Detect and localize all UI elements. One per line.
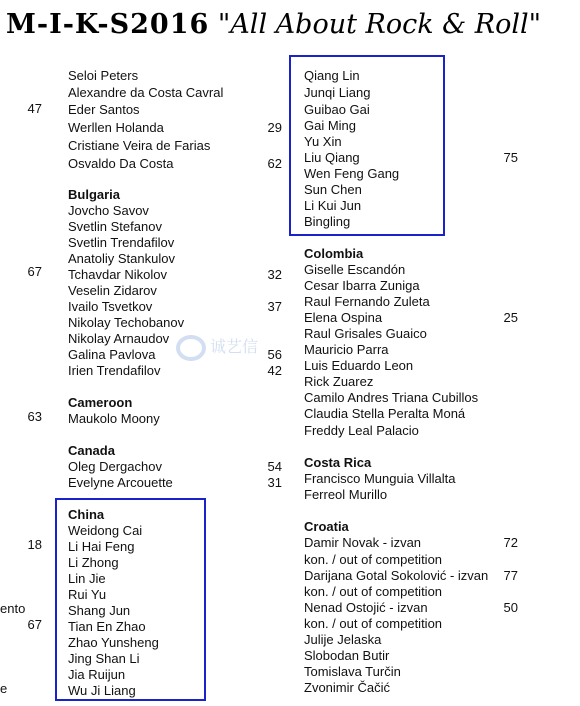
country-heading: Colombia [304, 246, 364, 261]
participant-name: Tian En Zhao [68, 619, 146, 634]
participant-name: Ferreol Murillo [304, 487, 388, 502]
participant-name: Osvaldo Da Costa [68, 156, 174, 171]
participant-name: Raul Fernando Zuleta [304, 294, 430, 309]
title-subtitle: "All About Rock & Roll" [217, 9, 542, 40]
side-number: 67 [27, 617, 42, 632]
participant-name: Gai Ming [304, 118, 357, 133]
participant-name: Galina Pavlova [68, 347, 156, 362]
participant-name: Tchavdar Nikolov [68, 267, 167, 282]
participant-name: Nikolay Techobanov [68, 315, 185, 330]
participant-name: Claudia Stella Peralta Moná [304, 406, 466, 421]
participant-name: Anatoliy Stankulov [68, 251, 175, 266]
participant-name: Jing Shan Li [68, 651, 140, 666]
participant-name: Alexandre da Costa Cavral [68, 85, 224, 100]
participant-name: Li Kui Jun [304, 198, 362, 213]
participant-name: Werllen Holanda [68, 120, 164, 135]
cut-off-text: e [0, 681, 8, 696]
participant-name: Julije Jelaska [304, 632, 382, 647]
participant-name: Freddy Leal Palacio [304, 423, 419, 438]
participant-name: Zhao Yunsheng [68, 635, 159, 650]
participant-score: 31 [267, 475, 282, 490]
participant-name: Qiang Lin [304, 68, 360, 83]
participant-name: Jovcho Savov [68, 203, 149, 218]
side-number: 47 [27, 101, 42, 116]
participant-name: Jia Ruijun [68, 667, 126, 682]
participant-name: Yu Xin [304, 134, 342, 149]
participant-name: Slobodan Butir [304, 648, 390, 663]
participant-name: Junqi Liang [304, 85, 371, 100]
participant-note: kon. / out of competition [304, 584, 443, 599]
watermark-text: 诚艺信 [210, 339, 259, 356]
participant-score: 32 [267, 267, 282, 282]
country-heading: Bulgaria [68, 187, 121, 202]
participant-name: Svetlin Stefanov [68, 219, 162, 234]
participant-name: Seloi Peters [68, 68, 139, 83]
participant-score: 29 [267, 120, 282, 135]
participant-name: Camilo Andres Triana Cubillos [304, 390, 479, 405]
section-score: 25 [503, 310, 518, 325]
participant-name: Irien Trendafilov [68, 363, 161, 378]
title-brand: M-I-K-S2016 [6, 9, 210, 40]
country-heading: Canada [68, 443, 115, 458]
participant-name: Shang Jun [68, 603, 131, 618]
participant-name: Weidong Cai [68, 523, 143, 538]
participant-name: Wu Ji Liang [68, 683, 136, 698]
participant-name: Darijana Gotal Sokolović - izvan [304, 568, 489, 583]
participant-name: Cesar Ibarra Zuniga [304, 278, 420, 293]
country-heading: Costa Rica [304, 455, 372, 470]
participant-name: Oleg Dergachov [68, 459, 162, 474]
participant-name: Svetlin Trendafilov [68, 235, 175, 250]
participant-score: 50 [503, 600, 518, 615]
watermark-logo-icon [176, 335, 206, 361]
participant-name: Ivailo Tsvetkov [68, 299, 153, 314]
participant-name: Eder Santos [68, 102, 140, 117]
participant-name: Lin Jie [68, 571, 106, 586]
participant-name: Guibao Gai [304, 102, 370, 117]
participant-score: 54 [267, 459, 282, 474]
country-heading: Cameroon [68, 395, 133, 410]
participant-score: 62 [267, 156, 282, 171]
participant-name: Giselle Escandón [304, 262, 406, 277]
cut-off-text: ento [0, 601, 26, 616]
participant-name: Li Hai Feng [68, 539, 135, 554]
participant-name: Veselin Zidarov [68, 283, 157, 298]
participant-name: Rui Yu [68, 587, 107, 602]
side-number: 67 [27, 264, 42, 279]
participant-name: Tomislava Turčin [304, 664, 401, 679]
participant-name: Zvonimir Čačić [304, 680, 390, 695]
country-heading: Croatia [304, 519, 349, 534]
participant-score: 77 [503, 568, 518, 583]
participant-name: Liu Qiang [304, 150, 360, 165]
participant-name: Nikolay Arnaudov [68, 331, 170, 346]
participant-name: Maukolo Moony [68, 411, 160, 426]
participant-score: 37 [267, 299, 282, 314]
section-score: 75 [503, 150, 518, 165]
participant-name: Mauricio Parra [304, 342, 389, 357]
watermark [176, 334, 258, 361]
participant-name: Li Zhong [68, 555, 119, 570]
participant-name: Luis Eduardo Leon [304, 358, 414, 373]
participant-note: kon. / out of competition [304, 616, 443, 631]
participant-name: Elena Ospina [304, 310, 383, 325]
side-number: 18 [27, 537, 42, 552]
participant-name: Cristiane Veira de Farias [68, 138, 211, 153]
participant-score: 42 [267, 363, 282, 378]
participant-score: 72 [503, 535, 518, 550]
country-heading: China [68, 507, 105, 522]
participant-name: Damir Novak - izvan [304, 535, 422, 550]
participant-name: Sun Chen [304, 182, 362, 197]
participant-score: 56 [267, 347, 282, 362]
participant-name: Nenad Ostojić - izvan [304, 600, 428, 615]
participant-name: Rick Zuarez [304, 374, 374, 389]
side-number: 63 [27, 409, 42, 424]
page-title [6, 8, 541, 42]
participant-note: kon. / out of competition [304, 552, 443, 567]
participant-name: Evelyne Arcouette [68, 475, 173, 490]
participant-name: Raul Grisales Guaico [304, 326, 427, 341]
participant-name: Bingling [304, 214, 351, 229]
participant-name: Francisco Munguia Villalta [304, 471, 456, 486]
participant-name: Wen Feng Gang [304, 166, 400, 181]
